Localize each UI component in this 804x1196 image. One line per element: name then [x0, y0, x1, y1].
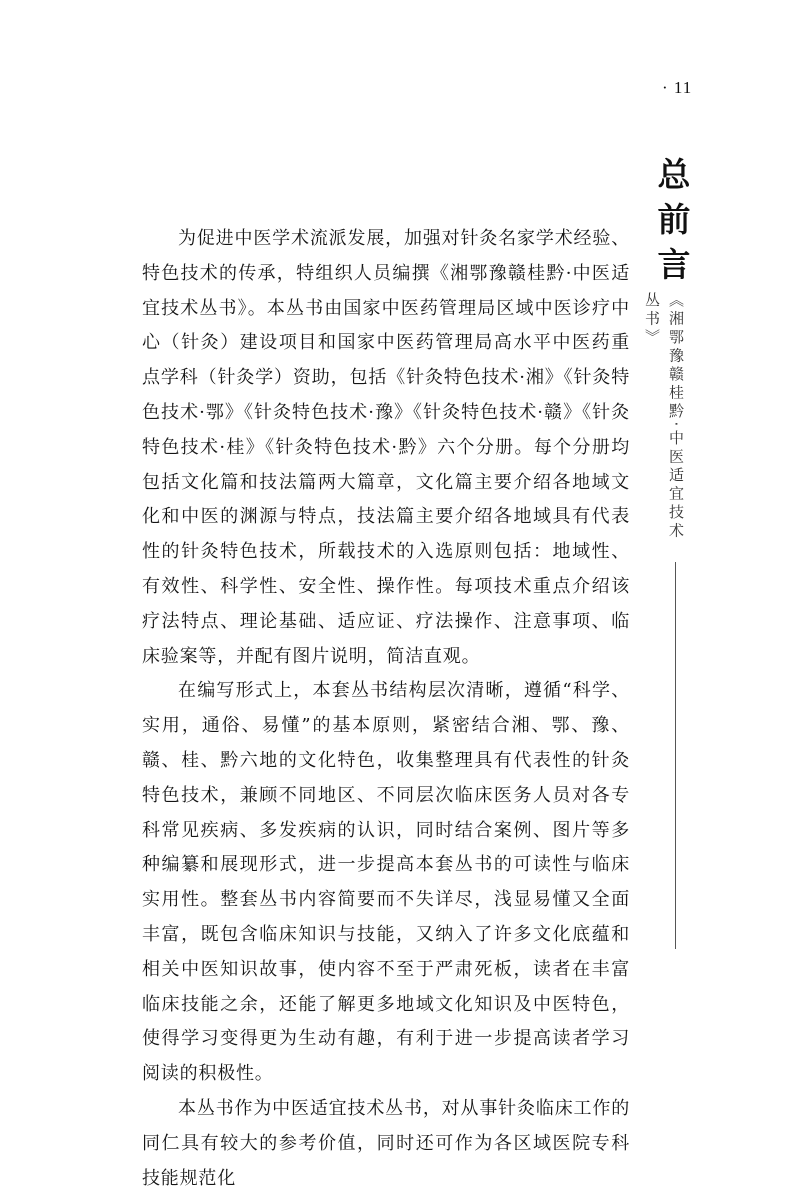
page-number: · 11 — [662, 78, 693, 97]
paragraph: 本丛书作为中医适宜技术丛书，对从事针灸临床工作的同仁具有较大的参考价值，同时还可作为各区域医院专科技能规范化 — [142, 1097, 630, 1189]
side-divider — [675, 562, 676, 949]
chapter-title-char: 前 — [657, 200, 691, 239]
body-text — [142, 222, 630, 1196]
paragraph: 为促进中医学术流派发展，加强对针灸名家学术经验、特色技术的传承，特组织人员编撰《湘鄂豫赣桂黔·中医适宜技术丛书》。本丛书由国家中医药管理局区域中医诊疗中心（针灸）建设项目和国家中医药管理局高水平中医药重点学科（针灸学）资助，包括《针灸特色技术·湘》《针灸特色技术·鄂》《针灸特色技术·豫》《针灸特色技术·赣》《针灸特色技术·桂》《针灸特色技术·黔》六个分册。每个分册均包括文化篇和技法篇两大篇章，文化篇主要介绍各地域文化和中医的渊源与特点，技法篇主要介绍各地域具有代表性的针灸特色技术，所载技术的入选原则包括：地域性、有效性、科学性、安全性、操作性。每项技术重点介绍该疗法特点、理论基础、适应证、疗法操作、注意事项、临床验案等，并配有图片说明，简洁直观。 — [142, 228, 630, 667]
series-name: 《湘鄂豫赣桂黔·中医适宜技术丛书》 — [643, 292, 685, 541]
paragraph: 在编写形式上，本套丛书结构层次清晰，遵循“科学、实用，通俗、易懂”的基本原则，紧密结合湘、鄂、豫、赣、桂、黔六地的文化特色，收集整理具有代表性的针灸特色技术，兼顾不同地区、不同层次临床医务人员对各专科常见疾病、多发疾病的认识，同时结合案例、图片等多种编纂和展现形式，进一步提高本套丛书的可读性与临床实用性。整套丛书内容简要而不失详尽，浅显易懂又全面丰富，既包含临床知识与技能，又纳入了许多文化底蕴和相关中医知识故事，使内容不至于严肃死板，读者在丰富临床技能之余，还能了解更多地域文化知识及中医特色，使得学习变得更为生动有趣，有利于进一步提高读者学习阅读的积极性。 — [142, 680, 630, 1085]
chapter-title-char: 言 — [657, 245, 691, 284]
chapter-title-char: 总 — [657, 155, 691, 194]
chapter-title — [654, 152, 694, 287]
